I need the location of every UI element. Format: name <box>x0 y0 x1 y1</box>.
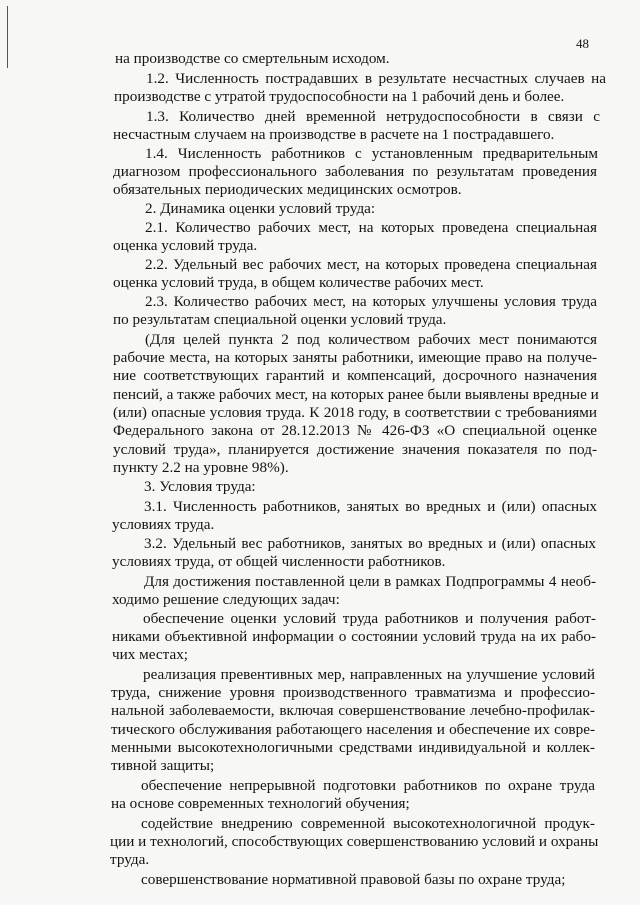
text-line: условиях труда, от общей численности работников. <box>112 553 446 570</box>
text-line: ходимо решение следующих задач: <box>112 591 340 608</box>
text-line: по результатам специальной оценки условий труда. <box>113 311 447 328</box>
text-line: оценка условий труда. <box>113 237 258 254</box>
text-line: менными высокотехнологичными средствами индивидуальной и коллек- <box>111 739 595 756</box>
text-line: 2.2. Удельный вес рабочих мест, на которых проведена специальная <box>145 256 597 273</box>
text-line: обеспечение оценки условий труда работников и получения работ- <box>143 610 596 627</box>
text-line: несчастным случаем на производстве в расчете на 1 пострадавшего. <box>113 126 555 143</box>
text-line: 3. Условия труда: <box>144 478 256 495</box>
text-line: пенсий, а также рабочих мест, на которых ранее были выявлены вредные и <box>113 386 599 403</box>
text-line: нальной заболеваемости, включая совершенствование лечебно-профилак- <box>111 702 595 719</box>
text-line: диагнозом профессионального заболевания по результатам проведения <box>113 163 597 180</box>
text-line: тивной защиты; <box>111 757 215 774</box>
text-line: 3.2. Удельный вес работников, занятых во вредных и (или) опасных <box>144 535 596 552</box>
text-line: рабочие места, на которых заняты работники, имеющие право на получе- <box>113 349 597 366</box>
text-line: обеспечение непрерывной подготовки работников по охране труда <box>141 777 595 794</box>
text-line: тического обслуживания работающего населения и обеспечение их совре- <box>111 721 595 738</box>
text-line: оценка условий труда, в общем количестве рабочих мест. <box>113 274 484 291</box>
text-line: ции и технологий, способствующих совершенствованию условий и охраны <box>110 833 599 850</box>
text-line: никами объективной информации о состоянии условий труда на их рабо- <box>112 628 596 645</box>
text-line: 1.2. Численность пострадавших в результате несчастных случаев на <box>146 70 606 87</box>
text-line: 3.1. Численность работников, занятых во вредных и (или) опасных <box>144 498 597 515</box>
text-line: Федерального закона от 28.12.2013 № 426-ФЗ «О специальной оценке <box>113 422 597 439</box>
page-number: 48 <box>576 36 589 51</box>
text-line: чих местах; <box>112 646 189 663</box>
text-line: производстве с утратой трудоспособности на 1 рабочий день и более. <box>114 88 565 105</box>
text-line: пункту 2.2 на уровне 98%). <box>113 459 289 476</box>
text-line: на производстве со смертельным исходом. <box>115 50 390 67</box>
text-line: содействие внедрению современной высокотехнологичной продук- <box>141 815 595 832</box>
text-line: 1.4. Численность работников с установленным предварительным <box>145 145 598 162</box>
text-line: обязательных периодических медицинских осмотров. <box>113 181 462 198</box>
text-line: 2.1. Количество рабочих мест, на которых проведена специальная <box>145 219 597 236</box>
text-line: 2.3. Количество рабочих мест, на которых улучшены условия труда <box>145 293 597 310</box>
text-line: условиях труда. <box>112 516 215 533</box>
margin-line <box>7 6 8 68</box>
text-line: 1.3. Количество дней временной нетрудоспособности в связи с <box>146 108 600 125</box>
text-line: реализация превентивных мер, направленных на улучшение условий <box>143 666 595 683</box>
text-line: (Для целей пункта 2 под количеством рабочих мест понимаются <box>145 331 597 348</box>
text-line: труда. <box>110 851 150 868</box>
text-line: на основе современных технологий обучения; <box>111 795 410 812</box>
text-line: совершенствование нормативной правовой базы по охране труда; <box>141 871 566 888</box>
text-line: (или) опасные условия труда. К 2018 году, в соответствии с требованиями <box>113 404 597 421</box>
text-line: ние соответствующих гарантий и компенсаций, досрочного назначения <box>113 367 597 384</box>
text-line: Для достижения поставленной цели в рамках Подпрограммы 4 необ- <box>144 573 596 590</box>
text-line: условий труда», планируется достижение значения показателя по под- <box>113 441 597 458</box>
text-line: 2. Динамика оценки условий труда: <box>145 200 376 217</box>
text-line: труда, снижение уровня производственного травматизма и профессио- <box>111 684 595 701</box>
